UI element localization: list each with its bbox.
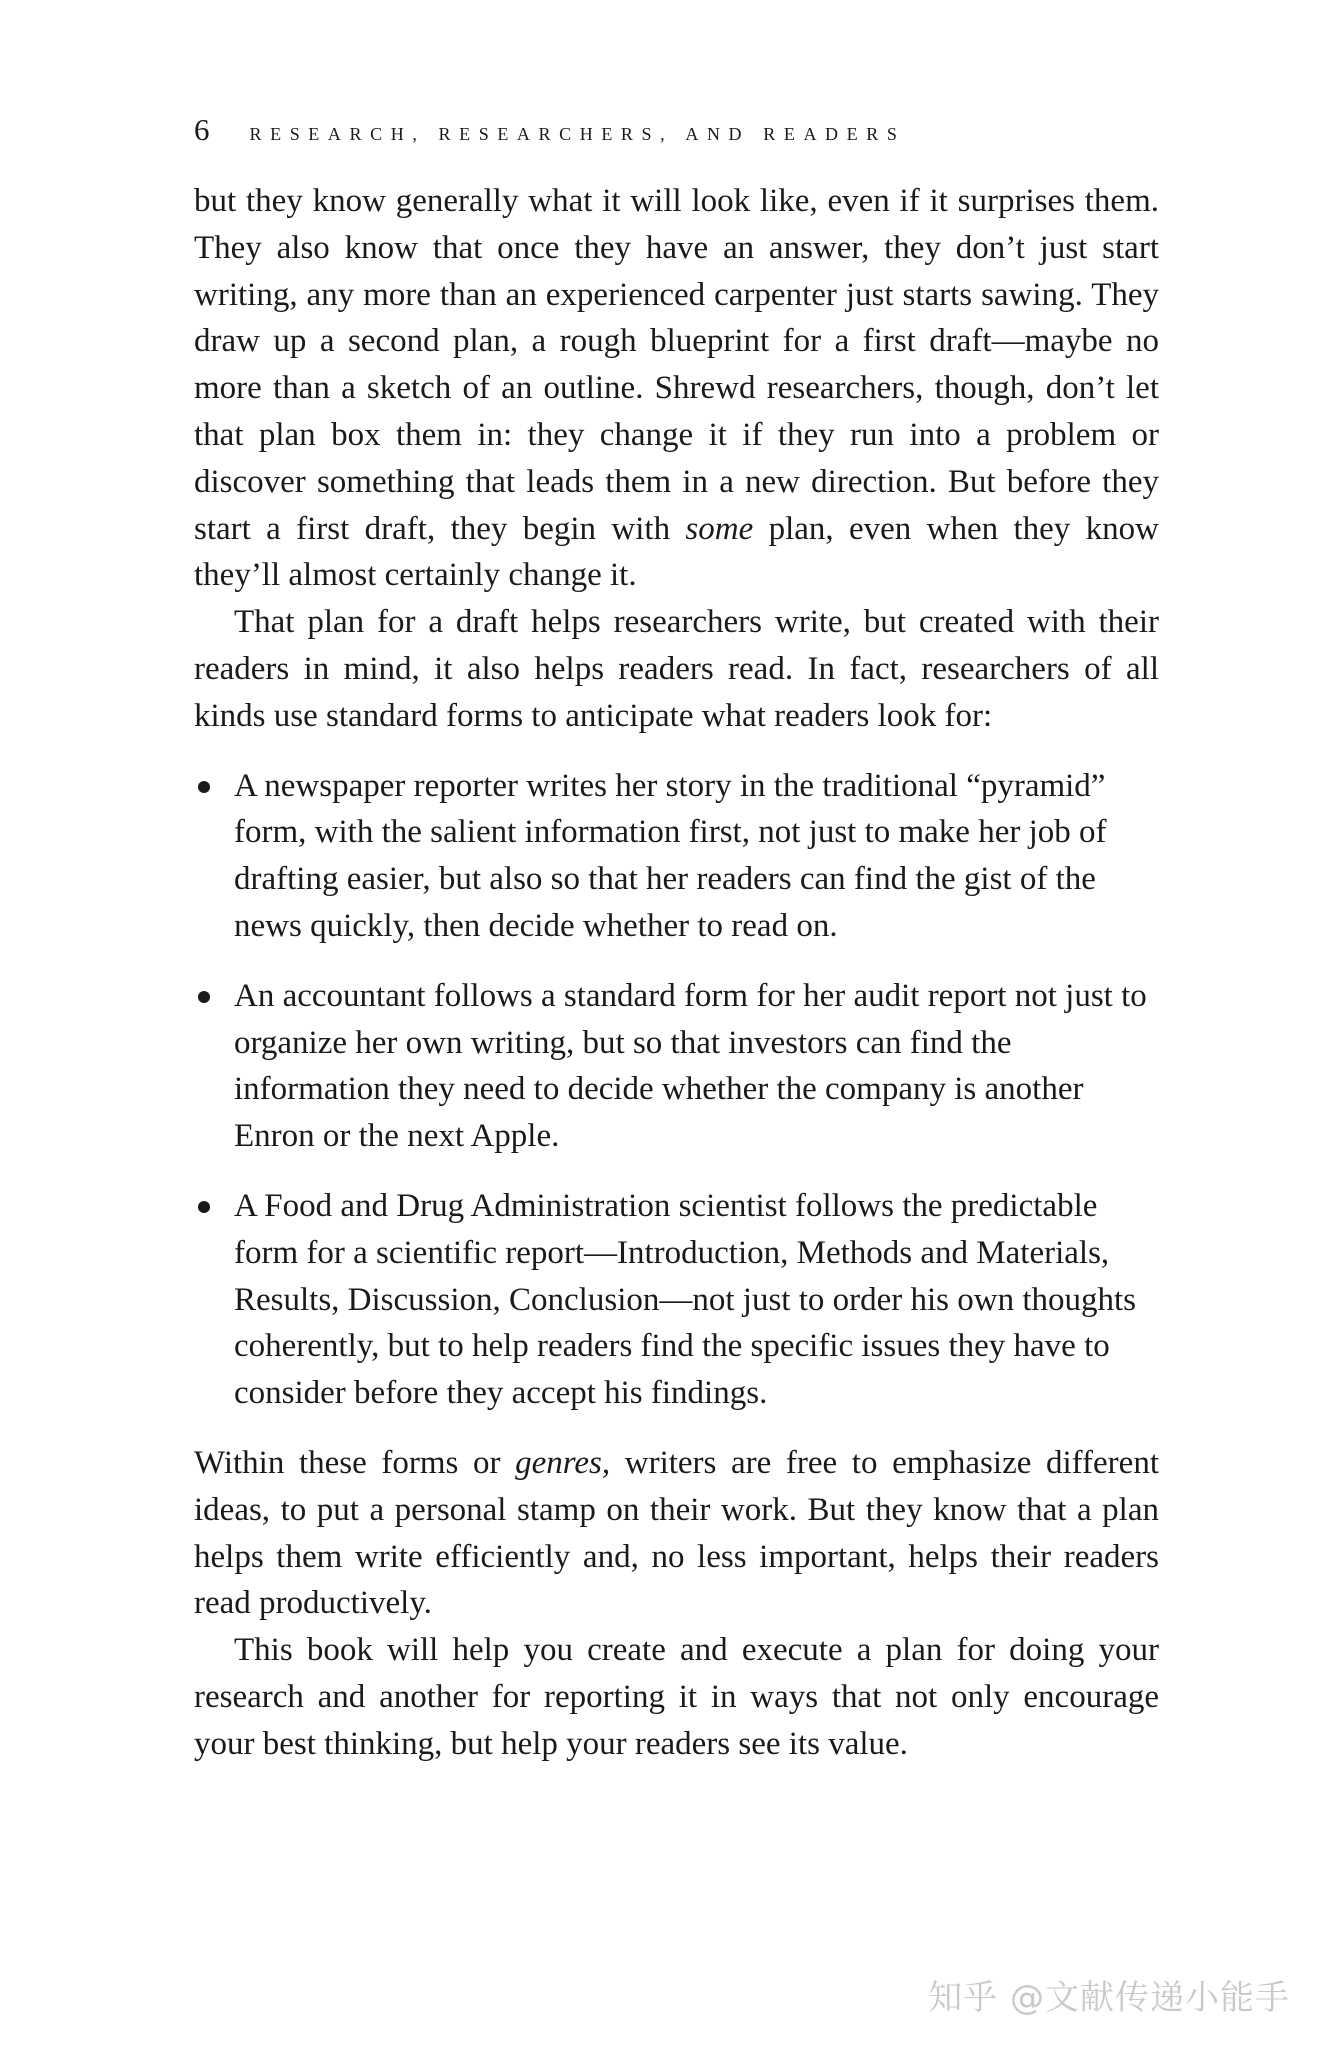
paragraph-3 [194, 1440, 1159, 1627]
watermark: 知乎 @文献传递小能手 [928, 1978, 1290, 2018]
paragraph-1-text: but they know generally what it will look like, even if it surprises them. They also know that once they have an answer, they don’t just start writing, any more than an experienced carpenter just starts sawing. They draw up a second plan, a rough blueprint for a first draft—maybe no more than a sketch of an outline. Shrewd researchers, though, don’t let that plan box them in: they change it if they run into a problem or discover something that leads them in a new direction. But before they start a first draft, they begin with [194, 183, 1159, 547]
running-title: RESEARCH, RESEARCHERS, AND READERS [249, 124, 906, 144]
paragraph-4: This book will help you create and execute a plan for doing your research and another for reporting it in ways that not only encourage your best thinking, but help your readers see its value. [194, 1632, 1159, 1762]
bullet-text: A Food and Drug Administration scientist follows the predictable form for a scientific report—Introduction, Methods and Materials, Results, Discussion, Conclusion—not just to order his own thoughts coherently, but to help readers find the specific issues they have to consider before they accept his findings. [234, 1187, 1137, 1412]
page-number: 6 [194, 112, 210, 147]
list-item [194, 1183, 1159, 1417]
bullet-icon [198, 781, 210, 793]
paragraph-3-start: Within these forms or [194, 1444, 516, 1481]
paragraph-1 [194, 178, 1159, 599]
body-text [194, 178, 1159, 1768]
running-header [194, 112, 905, 148]
emphasis-some: some [685, 510, 754, 547]
bullet-icon [198, 991, 210, 1003]
emphasis-genres: genres, [515, 1444, 611, 1481]
list-item [194, 763, 1159, 950]
paragraph-2: That plan for a draft helps researchers write, but created with their readers in mind, it also helps readers read. In fact, researchers of all kinds use standard forms to anticipate what readers look for: [194, 604, 1159, 734]
list-item [194, 973, 1159, 1160]
bullet-icon [198, 1201, 210, 1213]
paragraph-1-end: plan, even when they know they’ll almost certainly change it. [194, 510, 1159, 594]
paragraph-3-end: writers are free to emphasize different ideas, to put a personal stamp on their work. But they know that a plan helps them write efficiently and, no less important, helps their readers read productively. [194, 1444, 1159, 1622]
bullet-list [194, 763, 1159, 1417]
bullet-text: An accountant follows a standard form for her audit report not just to organize her own writing, but so that investors can find the information they need to decide whether the company is another Enron or the next Apple. [234, 977, 1147, 1155]
bullet-text: A newspaper reporter writes her story in the traditional “pyramid” form, with the salient information first, not just to make her job of drafting easier, but also so that her readers can find the gist of the news quickly, then decide whether to read on. [234, 767, 1107, 944]
